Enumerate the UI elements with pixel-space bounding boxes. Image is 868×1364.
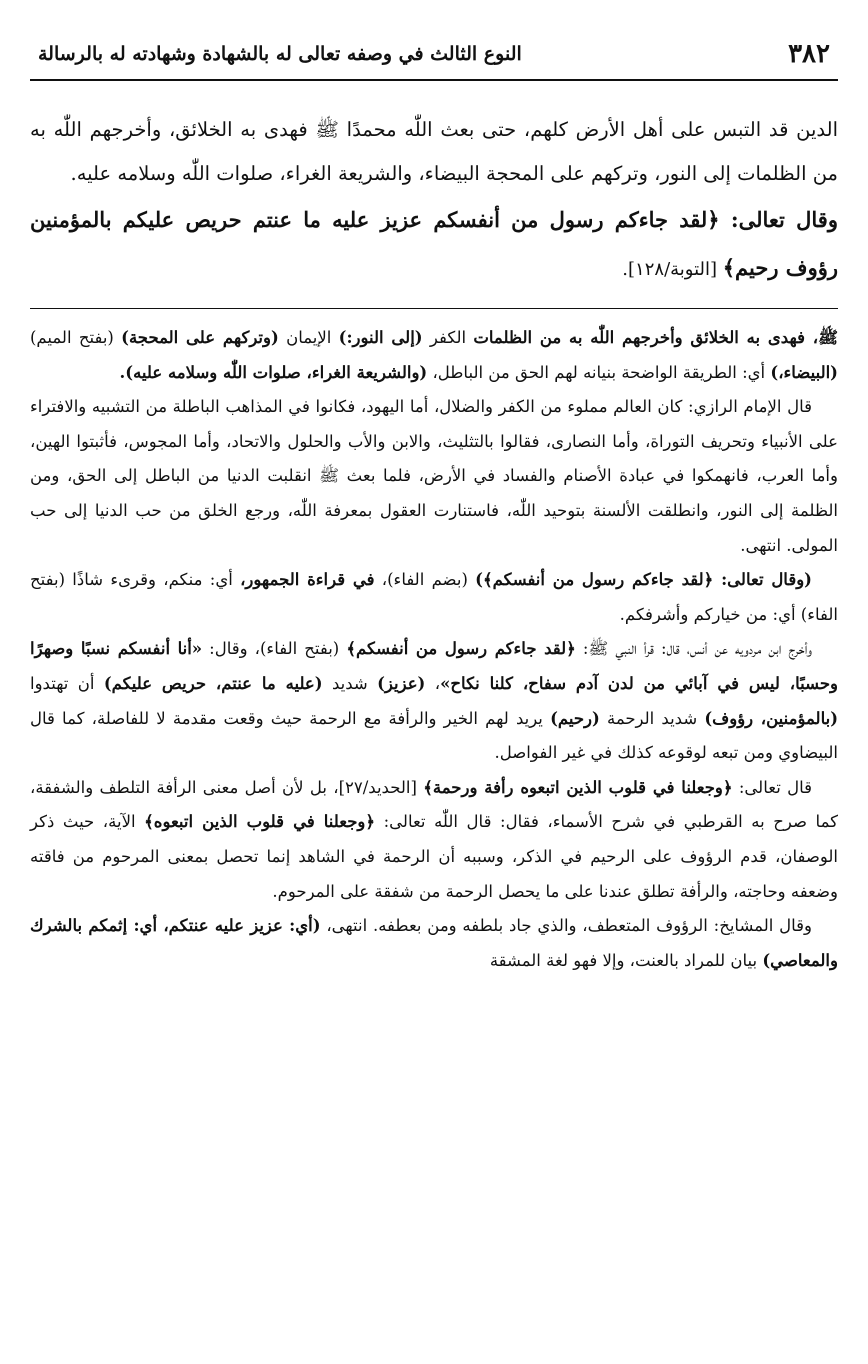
commentary-text: أي: الطريقة الواضحة بنيانه لهم الحق من الباطل، bbox=[427, 362, 771, 382]
commentary-text: وقال المشايخ: الرؤوف المتعطف، والذي جاد بلطفه ومن بعطفه. انتهى، bbox=[320, 916, 812, 936]
commentary-paragraph bbox=[30, 632, 838, 770]
commentary-text: الإيمان bbox=[278, 328, 339, 347]
commentary-text: وأخرج ابن مردويه عن أنس، قال: قرأ النبي ﷺ: bbox=[575, 639, 812, 659]
verse-reference: [التوبة/١٢٨]. bbox=[622, 259, 723, 280]
book-page bbox=[30, 30, 838, 1330]
commentary-text: أي: منكم، وقرىء شاذًا (بفتح الفاء) أي: من خياركم وأشرفكم. bbox=[30, 570, 838, 624]
commentary-text: (بضم الفاء)، bbox=[374, 570, 476, 590]
commentary-text: أن تهتدوا bbox=[30, 673, 104, 693]
emphasized-text: في قراءة الجمهور، bbox=[240, 570, 375, 590]
commentary-text: ، bbox=[425, 673, 441, 693]
emphasized-text: (أي: عزيز عليه عنتكم، أي: إثمكم بالشرك والمعاصي) bbox=[30, 916, 838, 970]
commentary-paragraph bbox=[30, 909, 838, 978]
emphasized-text: (البيضاء،) bbox=[770, 362, 838, 382]
emphasized-text: (عليه ما عنتم، حريص عليكم) bbox=[103, 673, 323, 693]
emphasized-text: (عزيز) bbox=[377, 673, 426, 693]
commentary-text: الآية، حيث ذكر الوصفان، قدم الرؤوف على الرحيم في الذكر، وسببه أن الرحمة في الشاهد إنما تحصل بمعنى المرحوم من فاقته وضعفه وحاجته، والرأفة تطلق عندنا على ما يحصل الرحمة من شفقة على المرحوم. bbox=[30, 812, 838, 901]
emphasized-text: ﷺ، فهدى به الخلائق وأخرجهم اللّٰه به من الظلمات bbox=[473, 328, 839, 347]
main-text bbox=[30, 108, 838, 294]
emphasized-text: (رحيم) bbox=[550, 708, 600, 728]
emphasized-text: (وقال تعالى: ﴿لقد جاءكم رسول من أنفسكم﴾) bbox=[475, 570, 812, 590]
main-paragraph: الدين قد التبس على أهل الأرض كلهم، حتى بعث اللّٰه محمدًا ﷺ فهدى به الخلائق، وأخرجهم اللّٰه به من الظلمات إلى النور، وتركهم على المحجة البيضاء، والشريعة الغراء، صلوات اللّٰه وسلامه عليه. bbox=[30, 118, 838, 185]
verse-text: ﴿لقد جاءكم رسول من أنفسكم عزيز عليه ما عنتم حريص عليكم بالمؤمنين رؤوف رحيم﴾ bbox=[30, 207, 838, 280]
commentary-text: شديد الرحمة bbox=[599, 708, 705, 728]
running-title: النوع الثالث في وصفه تعالى له بالشهادة وشهادته له بالرسالة bbox=[38, 43, 522, 65]
commentary-text: يريد لهم الخير والرأفة مع الرحمة حيث وقعت مقدمة لا للفاصلة، كما قال البيضاوي ومن تبعه لوقوعه كذلك في غير الفواصل. bbox=[30, 708, 838, 763]
emphasized-text: ﴿لقد جاءكم رسول من أنفسكم﴾ bbox=[346, 639, 576, 659]
emphasized-text: (بالمؤمنين، رؤوف) bbox=[704, 708, 838, 728]
commentary-paragraph bbox=[30, 321, 838, 390]
emphasized-text: ﴿وجعلنا في قلوب الذين اتبعوه رأفة ورحمة﴾ bbox=[423, 777, 733, 797]
page-header bbox=[30, 30, 838, 82]
commentary-paragraph bbox=[30, 771, 838, 909]
emphasized-text: «أنا أنفسكم نسبًا وصهرًا وحسبًا، ليس في آبائي من لدن آدم سفاح، كلنا نكاح» bbox=[30, 639, 838, 693]
emphasized-text: (إلى النور:) bbox=[338, 328, 423, 347]
commentary-text: (بفتح الفاء)، وقال: bbox=[202, 639, 347, 659]
verse-intro: وقال تعالى: bbox=[719, 207, 838, 232]
header-rule bbox=[30, 79, 838, 81]
emphasized-text: (وتركهم على المحجة) bbox=[121, 328, 279, 347]
commentary-text: قال تعالى: bbox=[732, 777, 812, 797]
commentary-text: [الحديد/٢٧]، بل لأن أصل معنى الرأفة التلطف والشفقة، كما صرح به القرطبي في شرح الأسماء، فقال: قال اللّٰه تعالى: bbox=[30, 777, 838, 832]
verse-paragraph bbox=[30, 196, 838, 294]
commentary bbox=[30, 321, 838, 978]
emphasized-text: ﴿وجعلنا في قلوب الذين اتبعوه﴾ bbox=[144, 812, 376, 832]
commentary-paragraph bbox=[30, 563, 838, 632]
emphasized-text: (والشريعة الغراء، صلوات اللّٰه وسلامه عليه). bbox=[119, 362, 428, 382]
commentary-text: (بفتح الميم) bbox=[30, 328, 122, 347]
commentary-text: بيان للمراد بالعنت، وإلا فهو لغة المشقة bbox=[489, 950, 763, 970]
commentary-paragraph: قال الإمام الرازي: كان العالم مملوء من الكفر والضلال، أما اليهود، فكانوا في المذاهب الباطلة من التشبيه والافتراء على الأنبياء وتحريف التوراة، وأما النصارى، فقالوا بالتثليث، والابن والأب والحلول والاتحاد، وأما المجوس، فأثبتوا الهين، وأما العرب، فانهمكوا في عبادة الأصنام والفساد في الأرض، فلما بعث ﷺ انقلبت الدنيا من الباطل إلى الحق، ومن الظلمة إلى النور، وانطلقت الألسنة بتوحيد اللّٰه، فاستنارت العقول بمعرفة اللّٰه، ورجع الخلق من حب الدنيا إلى حب المولى. انتهى. bbox=[30, 397, 838, 555]
footnote-separator bbox=[30, 308, 838, 309]
page-number: ٣٨٢ bbox=[788, 39, 830, 69]
commentary-text: الكفر bbox=[422, 328, 474, 347]
commentary-text: شديد bbox=[322, 673, 378, 693]
